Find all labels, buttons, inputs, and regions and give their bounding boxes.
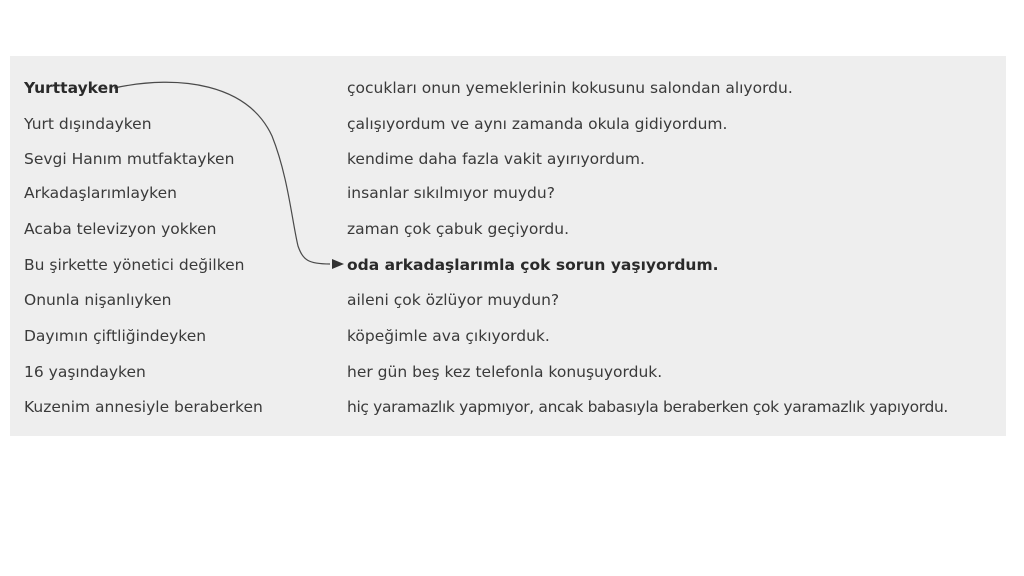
sentence-row: [10, 144, 1006, 174]
row-ending: hiç yaramazlık yapmıyor, ancak babasıyla beraberken çok yaramazlık yapıyordu.: [347, 398, 948, 416]
row-ending-answer: oda arkadaşlarımla çok sorun yaşıyordum.: [347, 256, 719, 274]
row-start: Yurttayken: [24, 79, 120, 97]
sentence-row: [10, 392, 1006, 422]
sentence-row: [10, 109, 1006, 139]
sentence-row: [10, 285, 1006, 315]
sentence-row: [10, 73, 1006, 103]
row-start: Bu şirkette yönetici değilken: [24, 256, 245, 274]
exercise-panel: [10, 56, 1006, 436]
row-ending: insanlar sıkılmıyor muydu?: [347, 184, 555, 202]
row-start: Sevgi Hanım mutfaktayken: [24, 150, 235, 168]
row-ending: aileni çok özlüyor muydun?: [347, 291, 560, 309]
sentence-row: [10, 250, 1006, 280]
row-ending: çocukları onun yemeklerinin kokusunu salondan alıyordu.: [347, 79, 793, 97]
row-ending: köpeğimle ava çıkıyorduk.: [347, 327, 550, 345]
row-start: Acaba televizyon yokken: [24, 220, 217, 238]
sentence-row: [10, 214, 1006, 244]
row-start: 16 yaşındayken: [24, 363, 146, 381]
row-ending: çalışıyordum ve aynı zamanda okula gidiyordum.: [347, 115, 728, 133]
sentence-row: [10, 357, 1006, 387]
row-start: Kuzenim annesiyle beraberken: [24, 398, 263, 416]
sentence-row: [10, 321, 1006, 351]
row-ending: zaman çok çabuk geçiyordu.: [347, 220, 570, 238]
row-start: Dayımın çiftliğindeyken: [24, 327, 207, 345]
row-ending: her gün beş kez telefonla konuşuyorduk.: [347, 363, 663, 381]
row-ending: kendime daha fazla vakit ayırıyordum.: [347, 150, 645, 168]
row-start: Yurt dışındayken: [24, 115, 152, 133]
sentence-row: [10, 178, 1006, 208]
row-start: Onunla nişanlıyken: [24, 291, 172, 309]
row-start: Arkadaşlarımlayken: [24, 184, 177, 202]
